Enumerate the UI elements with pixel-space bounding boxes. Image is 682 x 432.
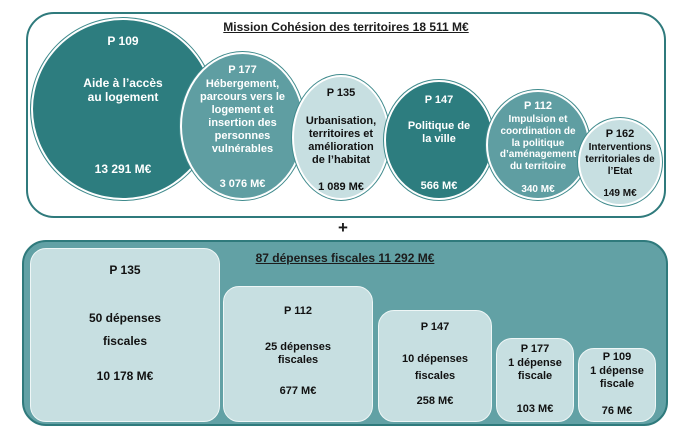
box-label: 25 dépenses fiscales [264,341,332,366]
box-amount: 10 178 M€ [96,369,154,383]
box-code: P 147 [420,321,450,333]
circle-code: P 109 [107,34,139,48]
circle-label: Hébergement, parcours vers le logement et insertion des personnes vulnérables [200,78,285,155]
circle-p162 [578,118,662,206]
circle-code: P 135 [326,87,356,99]
circle-p112 [486,90,590,200]
circle-amount: 566 M€ [420,180,458,192]
circle-code: P 177 [228,64,257,76]
circle-p147 [384,80,494,200]
fiscal-box-p147 [378,310,492,422]
box-label: 1 dépense fiscale [590,365,644,390]
circle-amount: 1 089 M€ [318,181,364,193]
box-amount: 103 M€ [516,403,554,415]
box-amount: 76 M€ [601,405,633,417]
circle-amount: 340 M€ [521,184,555,195]
circle-label: Aide à l’accès au logement [83,76,163,105]
circle-label: Politique de la ville [407,120,471,145]
mission-title: Mission Cohésion des territoires 18 511 M€ [223,20,469,34]
box-amount: 258 M€ [416,395,454,407]
circle-code: P 162 [605,128,635,140]
fiscal-box-p112 [223,286,373,422]
circle-code: P 112 [524,100,552,112]
circle-p135 [292,75,390,200]
box-label: 50 dépenses fiscales [88,311,162,348]
box-code: P 177 [520,343,550,355]
circle-amount: 149 M€ [603,188,637,199]
circle-amount: 13 291 M€ [94,162,152,176]
circle-p177 [180,52,305,200]
circle-label: Urbanisation, territoires et amélioration de l’habitat [305,115,377,166]
box-code: P 135 [109,263,141,277]
fiscal-title: 87 dépenses fiscales 11 292 M€ [255,251,435,265]
box-code: P 109 [602,351,632,363]
circle-label: Interventions territoriales de l’Etat [585,142,655,177]
fiscal-box-p177 [496,338,574,422]
fiscal-box-p109 [578,348,656,422]
fiscal-box-p135 [30,248,220,422]
box-amount: 677 M€ [279,385,317,397]
circle-code: P 147 [424,94,454,106]
box-label: 1 dépense fiscale [508,357,562,382]
box-label: 10 dépenses fiscales [401,353,469,382]
box-code: P 112 [284,305,312,317]
plus-sign: + [338,218,348,237]
circle-label: Impulsion et coordination de la politique d’aménagement du territoire [499,114,577,173]
circle-amount: 3 076 M€ [219,178,266,190]
